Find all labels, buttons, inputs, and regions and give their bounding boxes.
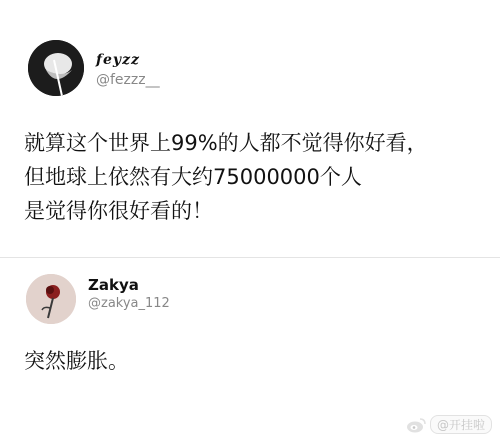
avatar[interactable] [28, 40, 84, 96]
avatar-image [28, 40, 84, 96]
user-handle[interactable]: @zakya_112 [88, 296, 170, 311]
display-name[interactable]: Zakya [88, 276, 139, 294]
avatar[interactable] [26, 274, 76, 324]
avatar-image [26, 274, 76, 324]
tweet-text-line: 突然膨胀。 [24, 349, 129, 373]
tweet-text [24, 126, 428, 228]
tweet-text-line: 就算这个世界上99%的人都不觉得你好看， [24, 131, 428, 155]
watermark [406, 415, 492, 434]
user-handle[interactable]: @fezzz__ [96, 72, 160, 88]
tweet-text-line: 是觉得你很好看的！ [24, 199, 213, 223]
tweet-text [24, 344, 129, 378]
tweet-card [0, 258, 500, 440]
tweet-text-line: 但地球上依然有大约75000000个人 [24, 165, 362, 189]
watermark-text: @开挂啦 [430, 415, 492, 434]
display-name[interactable]: feyzz [96, 52, 140, 68]
weibo-logo-icon [406, 417, 426, 433]
